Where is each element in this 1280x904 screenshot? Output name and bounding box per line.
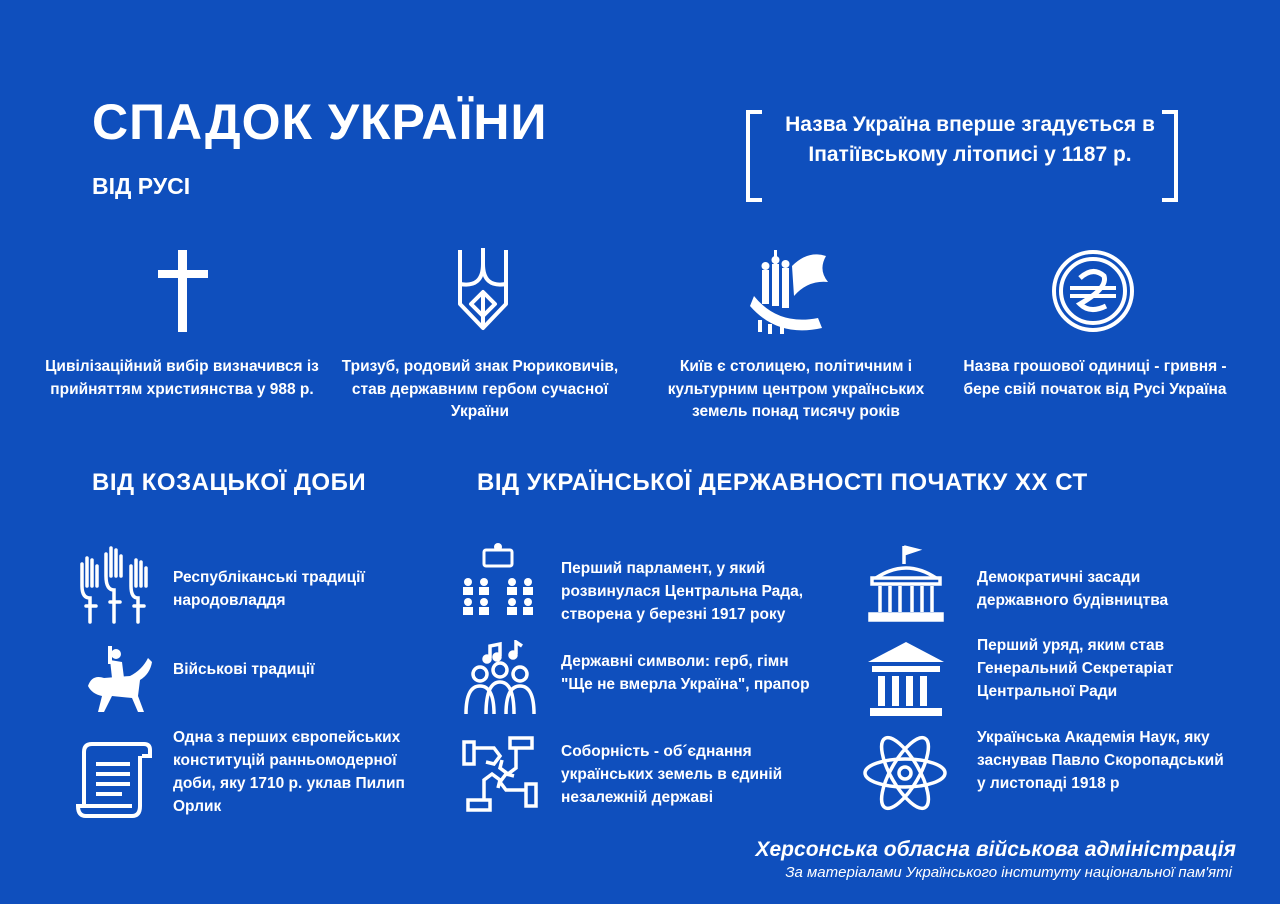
cossack-item-text: Одна з перших європейських конституцій ранньомодерної доби, яку 1710 р. уклав Пилип Орлик [173,729,405,815]
raised-hands-icon [74,546,154,626]
statehood-item-text: Демократичні засади державного будівництва [977,569,1169,609]
parliament-audience-icon [458,542,538,622]
left-bracket [746,110,762,202]
hryvnia-icon [1050,248,1136,338]
quote-text: Назва Україна вперше згадується в Іпатіївському літописі у 1187 р. [785,113,1155,166]
rus-heading: ВІД РУСІ [92,173,191,199]
joined-hands-icon [460,734,540,814]
statehood-item-text: Перший парламент, у який розвинулася Центральна Рада, створена у березні 1917 року [561,560,804,623]
cross-icon [148,245,218,335]
right-bracket [1162,110,1178,202]
cossack-heading: ВІД КОЗАЦЬКОЇ ДОБИ [92,469,367,496]
footer-source: За матеріалами Українського інституту національної пам'яті [785,864,1232,881]
cossack-item-text: Військові традиції [173,661,315,678]
trident-icon [448,244,518,334]
government-building-flag-icon [866,544,946,624]
rus-item-text: Цивілізаційний вибір визначився із прийняттям християнства у 988 р. [45,358,319,398]
rus-item-text: Тризуб, родовий знак Рюриковичів, став державним гербом сучасної України [341,358,619,420]
cossack-item-text: Республіканські традиції народовладдя [173,569,365,609]
scroll-icon [74,736,154,816]
page-title: СПАДОК УКРАЇНИ [92,94,548,150]
rus-item-text: Назва грошової одиниці - гривня - бере свій початок від Русі Україна [963,358,1227,398]
rus-item-text: Київ є столицею, політичним і культурним центром українських земель понад тисячу років [667,358,925,420]
singing-people-icon [460,640,540,720]
statehood-item-text: Українська Академія Наук, яку заснував Павло Скоропадський у листопаді 1918 р [977,729,1224,792]
columns-building-icon [866,638,946,718]
statehood-item-text: Соборність - об´єднання українських земель в єдиній незалежній державі [561,743,783,806]
statehood-item-text: Перший уряд, яким став Генеральний Секретаріат Центральної Ради [977,637,1174,700]
cossack-horseman-icon [78,640,158,720]
footer-organization: Херсонська обласна військова адміністрація [755,838,1236,861]
kyiv-founders-monument-icon [748,246,834,336]
statehood-item-text: Державні символи: герб, гімн "Ще не вмерла Україна", прапор [561,653,810,693]
atom-icon [862,728,948,818]
statehood-heading: ВІД УКРАЇНСЬКОЇ ДЕРЖАВНОСТІ ПОЧАТКУ ХХ СТ [477,469,1088,496]
